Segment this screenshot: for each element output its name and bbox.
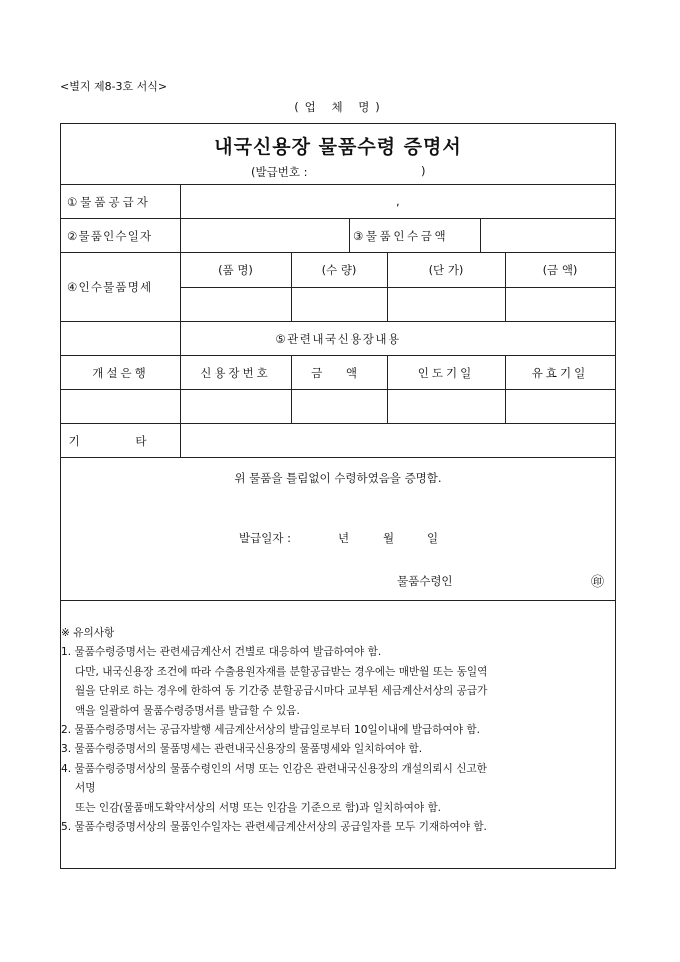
related-lc-section-label: ⑤관련내국신용장내용 xyxy=(275,332,401,346)
item-amount-header: (금 액) xyxy=(542,263,578,277)
issue-month-label: 월 xyxy=(383,531,395,545)
note-line: 또는 인감(물품매도확약서상의 서명 또는 인감을 기준으로 함)과 일치하여야 함. xyxy=(75,801,442,814)
issue-date-label: 발급일자 : xyxy=(239,531,291,545)
lc-number-header: 신용장번호 xyxy=(200,366,271,380)
note-line: 2. 물품수령증명서는 공급자발행 세금계산서상의 발급일로부터 10일이내에 발급하여야 함. xyxy=(61,724,480,737)
item-unit-price-header: (단 가) xyxy=(428,263,464,277)
notes-section xyxy=(61,624,615,837)
lc-amount-header: 금 액 xyxy=(311,366,367,380)
certification-statement: 위 물품을 틀림없이 수령하였음을 증명함. xyxy=(234,471,442,485)
certificate-form xyxy=(60,123,616,869)
note-line: 1. 물품수령증명서는 관련세금계산서 건별로 대응하여 발급하여야 함. xyxy=(61,646,382,659)
company-name-label: (업 체 명) xyxy=(294,100,386,114)
note-line: 월을 단위로 하는 경우에 한하여 동 기간중 분할공급시마다 교부된 세금계산서상의 공급가 xyxy=(75,685,488,698)
note-line: 3. 물품수령증명서의 물품명세는 관련내국신용장의 물품명세와 일치하여야 함. xyxy=(61,743,423,756)
supplier-field[interactable]: , xyxy=(396,194,400,208)
issue-year-label: 년 xyxy=(338,531,350,545)
issue-day-label: 일 xyxy=(427,531,439,545)
note-line: 다만, 내국신용장 조건에 따라 수출용원자재를 분할공급받는 경우에는 매반월 또는 동일역 xyxy=(75,665,488,678)
note-line: 4. 물품수령증명서상의 물품수령인의 서명 또는 인감은 관련내국신용장의 개설의뢰시 신고한 xyxy=(61,762,487,775)
etc-label: 기 타 xyxy=(68,434,173,448)
supplier-label: ①물품공급자 xyxy=(67,195,151,209)
note-line: 액을 일괄하여 물품수령증명서를 발급할 수 있음. xyxy=(75,704,300,717)
receipt-amount-label: ③물품인수금액 xyxy=(353,229,449,243)
note-line: 서명 xyxy=(75,782,96,795)
form-title: 내국신용장 물품수령 증명서 xyxy=(214,136,462,158)
issue-number-label: (발급번호 : xyxy=(251,165,308,179)
item-details-label: ④인수물품명세 xyxy=(67,280,153,294)
expiry-date-header: 유효기일 xyxy=(531,366,589,380)
item-name-header: (품 명) xyxy=(218,263,253,277)
form-reference: <별지 제8-3호 서식> xyxy=(60,80,168,93)
seal-icon: ㊞ xyxy=(591,575,605,590)
receipt-date-label: ②물품인수일자 xyxy=(67,229,153,243)
notes-heading: ※ 유의사항 xyxy=(61,627,115,639)
item-quantity-header: (수 량) xyxy=(321,263,357,277)
note-line: 5. 물품수령증명서상의 물품인수일자는 관련세금계산서상의 공급일자를 모두 기재하여야 함. xyxy=(61,821,487,834)
receiver-label: 물품수령인 xyxy=(397,574,453,588)
issue-number-close: ) xyxy=(421,164,426,178)
delivery-date-header: 인도기일 xyxy=(417,366,475,380)
opening-bank-header: 개설은행 xyxy=(92,366,149,380)
